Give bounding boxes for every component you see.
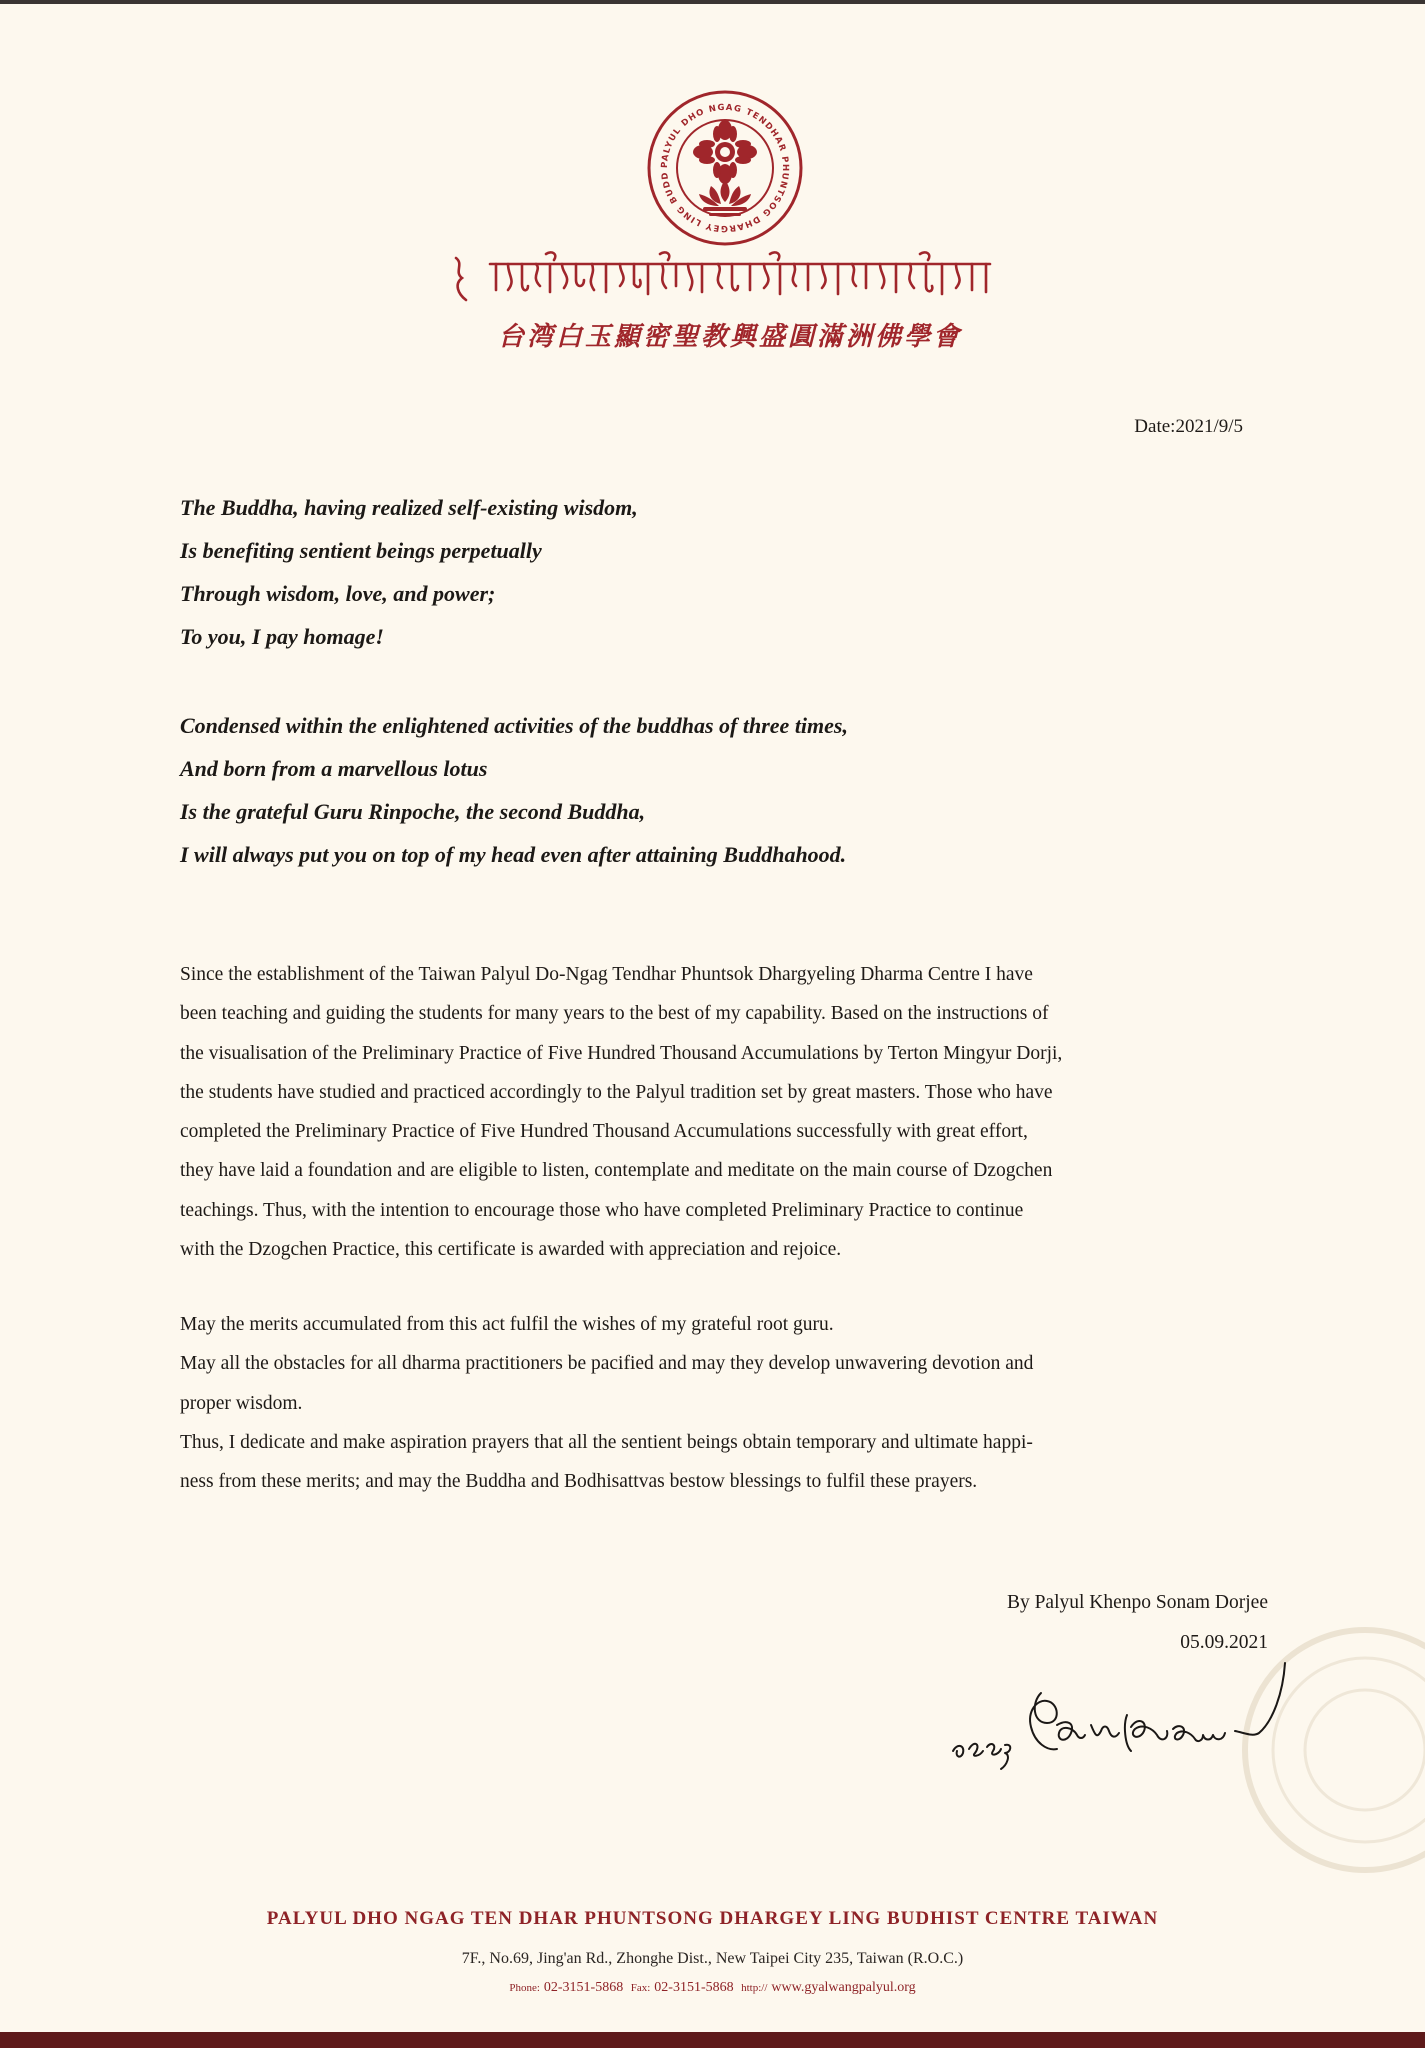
verse-line: I will always put you on top of my head even after attaining Buddhahood. [180, 842, 847, 867]
website-link[interactable]: www.gyalwangpalyul.org [771, 1980, 916, 1995]
body-paragraph-dedication [180, 1305, 1270, 1501]
letter-date: Date:2021/9/5 [1134, 416, 1243, 437]
signoff-author: By Palyul Khenpo Sonam Dorjee [1006, 1592, 1268, 1613]
verse-line: Condensed within the enlightened activities of the buddhas of three times, [180, 713, 848, 738]
handwritten-signature [945, 1655, 1335, 1785]
paragraph-line: been teaching and guiding the students for many years to the best of my capability. Based on the instructions of [180, 1003, 1049, 1025]
paragraph-line: they have laid a foundation and are eligible to listen, contemplate and meditate on the main course of Dzogchen [180, 1160, 1053, 1182]
web-label: http:// [741, 1982, 768, 1994]
paragraph-line: May the merits accumulated from this act fulfil the wishes of my grateful root guru. [180, 1314, 834, 1335]
chinese-centre-name: 台湾白玉顯密聖教興盛圓滿洲佛學會 [497, 322, 962, 352]
paragraph-line: Thus, I dedicate and make aspiration prayers that all the sentient beings obtain temporary and ultimate happi- [180, 1431, 1033, 1453]
paragraph-line: Since the establishment of the Taiwan Palyul Do-Ngag Tendhar Phuntsok Dhargyeling Dharma Centre I have [180, 964, 1033, 985]
verse-homage [180, 486, 1180, 658]
verse-line: And born from a marvellous lotus [180, 756, 488, 781]
tibetan-script-line [450, 250, 1010, 308]
signoff-date: 05.09.2021 [1180, 1632, 1268, 1653]
paragraph-line: ness from these merits; and may the Buddha and Bodhisattvas bestow blessings to fulfil these prayers. [180, 1471, 978, 1493]
footer-address: 7F., No.69, Jing'an Rd., Zhonghe Dist., New Taipei City 235, Taiwan (R.O.C.) [461, 1950, 964, 1967]
paragraph-line: May all the obstacles for all dharma practitioners be pacified and may they develop unwavering devotion and [180, 1353, 1034, 1375]
paragraph-line: proper wisdom. [180, 1392, 303, 1414]
lotus-icon [699, 180, 751, 216]
top-rule [0, 0, 1425, 4]
verse-line: To you, I pay homage! [180, 624, 384, 649]
verse-line: Is benefiting sentient beings perpetually [180, 538, 542, 563]
paragraph-line: the students have studied and practiced accordingly to the Palyul tradition set by great masters. Those who have [180, 1081, 1053, 1103]
phone-label: Phone: [509, 1982, 540, 1994]
fax-number: 02-3151-5868 [654, 1980, 734, 1995]
bottom-border-band [0, 2032, 1425, 2048]
paragraph-line: the visualisation of the Preliminary Practice of Five Hundred Thousand Accumulations by Terton Mingyur Dorji, [180, 1042, 1063, 1064]
body-paragraph-certificate [180, 955, 1270, 1269]
paragraph-line: teachings. Thus, with the intention to encourage those who have completed Preliminary Practice to continue [180, 1199, 1024, 1221]
seal-ring-text: PALYUL DHO NGAG TENDHAR PHUNTSOG DHARGEY LING BUDD [659, 102, 791, 234]
paragraph-line: completed the Preliminary Practice of Five Hundred Thousand Accumulations successfully with great effort, [180, 1121, 1028, 1143]
footer-organisation-name: PALYUL DHO NGAG TEN DHAR PHUNTSONG DHARGEY LING BUDHIST CENTRE TAIWAN [266, 1908, 1159, 1929]
svg-text:PALYUL DHO NGAG TENDHAR PHUNTS [645, 88, 790, 233]
verse-guru-rinpoche [180, 704, 1180, 876]
verse-line: Is the grateful Guru Rinpoche, the second Buddha, [180, 799, 646, 824]
verse-line: The Buddha, having realized self-existing wisdom, [180, 495, 638, 520]
center-seal-logo [645, 88, 805, 248]
fax-label: Fax: [630, 1982, 651, 1994]
footer-contact-line [0, 1980, 1425, 1996]
phone-number: 02-3151-5868 [543, 1980, 624, 1995]
paragraph-line: with the Dzogchen Practice, this certificate is awarded with appreciation and rejoice. [180, 1239, 842, 1261]
verse-line: Through wisdom, love, and power; [180, 581, 496, 606]
